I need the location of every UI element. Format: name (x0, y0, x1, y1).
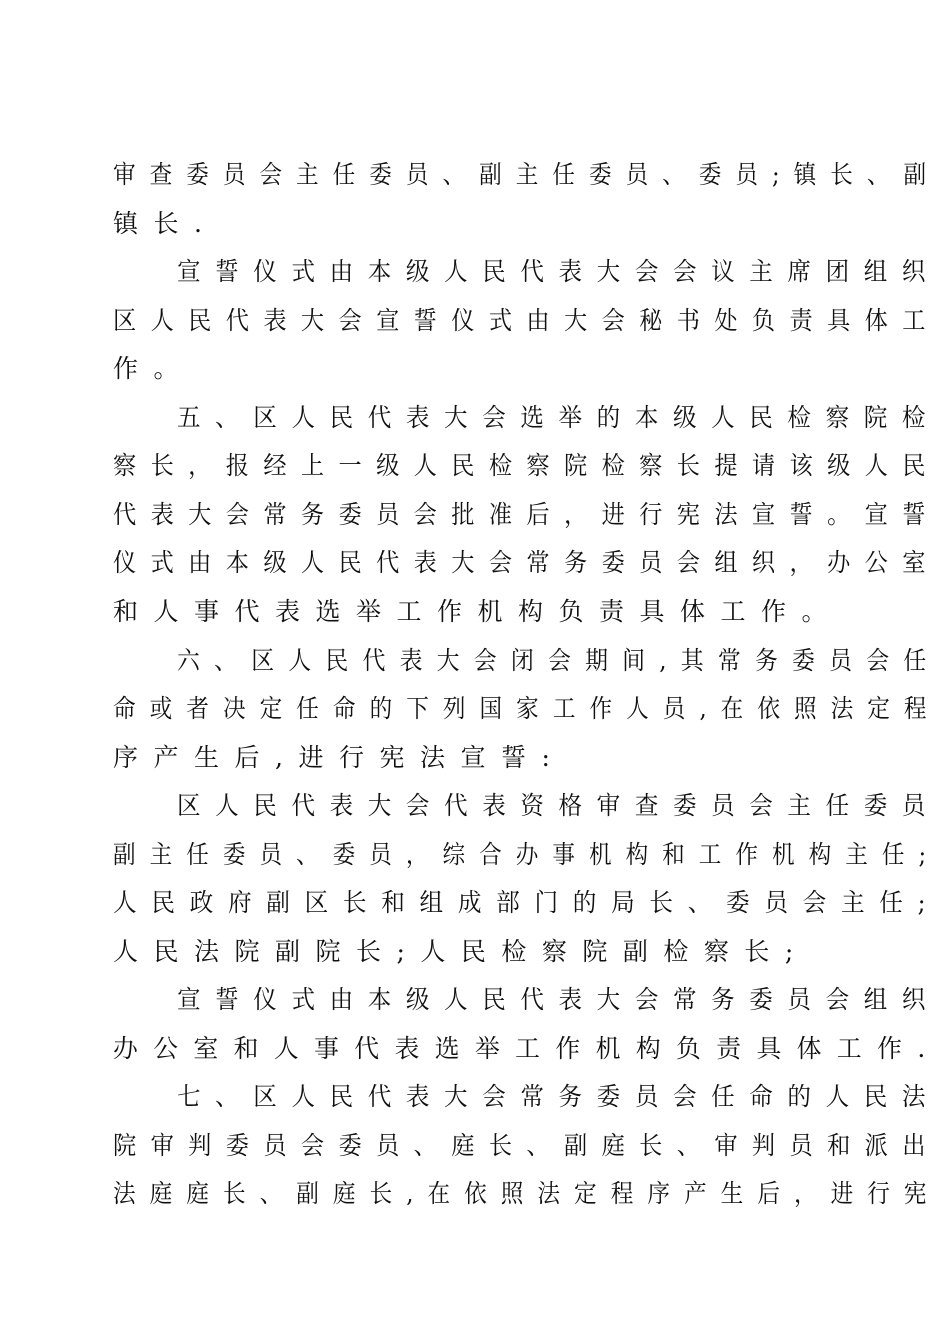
text-line: 代表大会常务委员会批准后，进行宪法宣誓。宣誓 (113, 500, 940, 529)
paragraph-start-line: 宣誓仪式由本级人民代表大会会议主席团组织 (177, 257, 941, 286)
text-line: 院审判委员会委员、庭长、副庭长、审判员和派出 (113, 1131, 940, 1160)
text-line: 审查委员会主任委员、副主任委员、委员;镇长、副 (113, 160, 941, 189)
paragraph-start-line: 六、区人民代表大会闭会期间,其常务委员会任 (177, 646, 941, 675)
paragraph-start-line: 宣誓仪式由本级人民代表大会常务委员会组织 (177, 985, 941, 1014)
text-line: 人民法院副院长;人民检察院副检察长; (113, 937, 809, 966)
text-line: 察长，报经上一级人民检察院检察长提请该级人民 (113, 451, 940, 480)
text-line: 法庭庭长、副庭长,在依照法定程序产生后，进行宪 (113, 1179, 941, 1208)
text-line: 仪式由本级人民代表大会常务委员会组织，办公室 (113, 548, 940, 577)
text-line: 序产生后,进行宪法宣誓: (113, 743, 566, 772)
text-line: 作。 (113, 354, 195, 383)
paragraph-start-line: 七、区人民代表大会常务委员会任命的人民法 (177, 1082, 941, 1111)
text-line: 和人事代表选举工作机构负责具体工作。 (113, 597, 843, 626)
text-line: 区人民代表大会宣誓仪式由大会秘书处负责具体工 (113, 306, 940, 335)
paragraph-start-line: 区人民代表大会代表资格审查委员会主任委员 (177, 791, 941, 820)
text-line: 命或者决定任命的下列国家工作人员,在依照法定程 (113, 694, 941, 723)
text-line: 办公室和人事代表选举工作机构负责具体工作. (113, 1034, 941, 1063)
text-line: 副主任委员、委员，综合办事机构和工作机构主任; (113, 840, 941, 869)
text-line: 镇长. (113, 209, 218, 238)
text-line: 人民政府副区长和组成部门的局长、委员会主任; (113, 888, 941, 917)
paragraph-start-line: 五、区人民代表大会选举的本级人民检察院检 (177, 403, 941, 432)
